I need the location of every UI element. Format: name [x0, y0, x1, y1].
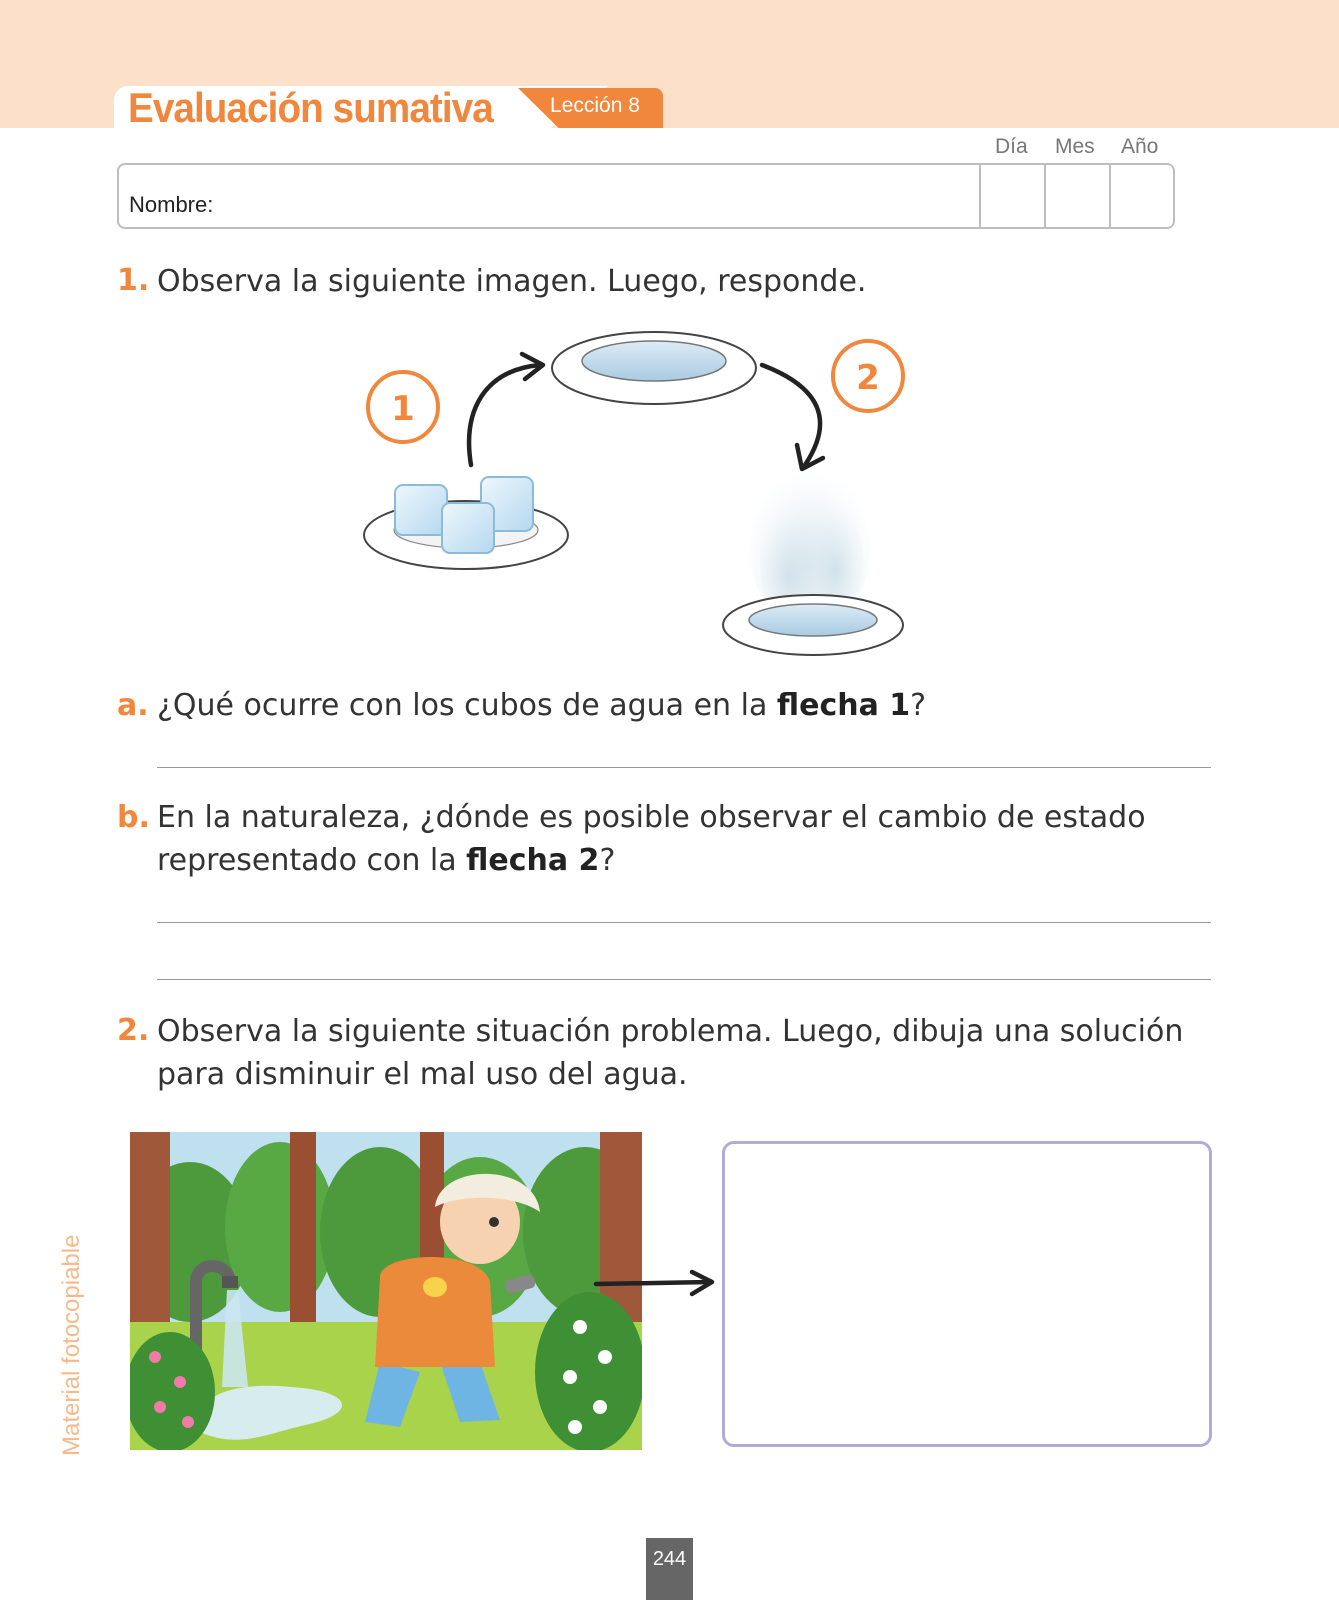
right-flower-bush: [535, 1292, 642, 1450]
water-states-diagram: [350, 325, 920, 670]
plate-ice-cubes: [364, 477, 568, 569]
question-1b-bold: flecha 2: [466, 843, 600, 878]
question-1-number: 1.: [117, 263, 150, 298]
question-1b-line-1: En la naturaleza, ¿dónde es posible observar el cambio de estado: [157, 800, 1146, 835]
question-2-line-2: para disminuir el mal uso del agua.: [157, 1057, 688, 1092]
year-field-divider: [1109, 163, 1111, 229]
question-1a-text: [157, 684, 926, 727]
question-1b-text-start: representado con la: [157, 843, 467, 878]
question-1b-line-2: [157, 839, 615, 882]
side-caption: Material fotocopiable: [58, 1234, 85, 1456]
arrow-1-badge: [368, 372, 438, 442]
question-1a-letter: a.: [117, 688, 149, 723]
answer-line-1a[interactable]: [157, 767, 1211, 768]
page-number: 244: [652, 1548, 687, 1570]
arrow-2-badge: [833, 341, 903, 411]
lesson-label: Lección 8: [550, 94, 640, 117]
arrow-1-label: 1: [391, 389, 415, 429]
answer-line-1b-1[interactable]: [157, 922, 1211, 923]
page-title: Evaluación sumativa: [128, 84, 493, 131]
arrow-2: [762, 365, 823, 469]
year-label: Año: [1121, 135, 1159, 158]
month-label: Mes: [1055, 135, 1095, 158]
name-field[interactable]: [117, 163, 1175, 229]
arrow-2-label: 2: [856, 358, 880, 398]
arrow-1: [469, 354, 543, 465]
day-field-divider: [979, 163, 981, 229]
scene-to-answer-arrow: [592, 1268, 722, 1298]
name-label: Nombre:: [129, 192, 214, 217]
answer-line-1b-2[interactable]: [157, 979, 1211, 980]
month-field-divider: [1044, 163, 1046, 229]
question-2-number: 2.: [117, 1013, 150, 1048]
question-1-text: Observa la siguiente imagen. Luego, responde.: [157, 264, 867, 299]
drawing-answer-box[interactable]: [722, 1141, 1212, 1447]
plate-liquid-water: [552, 332, 756, 404]
garden-scene-illustration: [130, 1132, 642, 1450]
question-1b-text-end: ?: [599, 843, 616, 878]
question-1a-text-end: ?: [910, 688, 927, 723]
question-1a-text-start: ¿Qué ocurre con los cubos de agua en la: [157, 688, 777, 723]
day-label: Día: [995, 135, 1028, 158]
plate-steam: [723, 470, 903, 655]
question-1a-bold: flecha 1: [776, 688, 911, 723]
question-1b-letter: b.: [117, 800, 150, 835]
question-2-line-1: Observa la siguiente situación problema. Luego, dibuja una solución: [157, 1014, 1184, 1049]
